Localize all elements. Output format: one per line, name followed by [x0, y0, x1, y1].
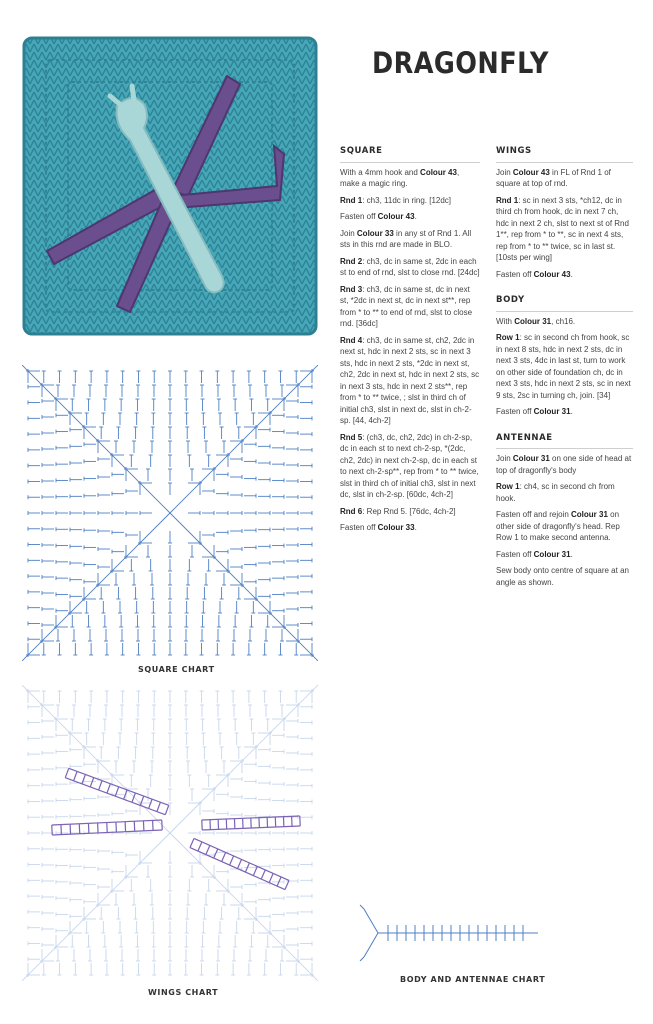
stitch-mark [190, 838, 194, 847]
instruction-paragraph: Rnd 5: (ch3, dc, ch2, 2dc) in ch-2-sp, dc in each st to next ch-2-sp, *(2dc, ch2, 2dc) in next ch-2-sp, dc in each st to next ch-2-sp**, rep from * to ** twice, slst in third ch of initial ch3, slst in next dc, slst in ch-2-sp. [60dc, 4ch-2] [340, 432, 479, 499]
square-instructions [340, 146, 480, 539]
instruction-paragraph: With a 4mm hook and Colour 43, make a magic ring. [340, 167, 460, 188]
stitch-mark [360, 957, 364, 961]
stitch-mark [149, 799, 152, 808]
stitch-mark [170, 685, 318, 833]
stitch-mark [364, 909, 378, 933]
stitch-mark [194, 838, 289, 880]
stitch-mark [65, 768, 68, 777]
stitch-mark [360, 905, 364, 909]
stitch-mark [222, 852, 226, 861]
stitch-mark [157, 802, 160, 811]
section-heading-antennae: ANTENNAE [496, 433, 633, 450]
wings-chart [22, 685, 318, 981]
stitch-mark [74, 771, 77, 780]
instruction-paragraph: Fasten off Colour 31. [496, 549, 573, 559]
stitch-mark [364, 933, 378, 957]
stitch-mark [22, 685, 170, 833]
instruction-paragraph: Row 1: ch4, sc in second ch from hook. [496, 482, 615, 503]
stitch-mark [190, 848, 285, 890]
instruction-paragraph: Join Colour 43 in FL of Rnd 1 of square at top of rnd. [496, 167, 611, 188]
stitch-mark [206, 845, 210, 854]
section-heading-square: SQUARE [340, 146, 480, 163]
body-antennae-chart-caption: BODY AND ANTENNAE CHART [400, 975, 546, 984]
stitch-mark [140, 796, 143, 805]
stitch-mark [170, 833, 318, 981]
square-chart-caption: SQUARE CHART [138, 665, 215, 674]
wings-body-antennae-instructions [496, 146, 633, 593]
instruction-paragraph: Rnd 4: ch3, dc in same st, ch2, 2dc in next st, hdc in next 2 sts, sc in next 3 sts, hdc in next 2 sts, *2dc in next st, ch2, 2dc in next st, hdc in next 2 sts, sc in next 3 sts, hdc in next 2 sts**, rep from * to ** twice, ; slst in third ch of initial ch3, slst in next dc, slst in ch-2-sp. [44, 4ch-2] [340, 335, 480, 425]
instruction-paragraph: Row 1: sc in second ch from hook, sc in next 8 sts, hdc in next 2 sts, dc in next 3 sts, 4dc in last st, turn to work on other side of foundation ch, dc in next 3 sts, hdc in next 2 sts, sc in next 9 sts, 2sc in turning ch, join. [34] [496, 333, 631, 400]
section-heading-body: BODY [496, 295, 633, 312]
instruction-paragraph: Join Colour 31 on one side of head at top of dragonfly's body [496, 454, 632, 475]
stitch-mark [22, 833, 170, 981]
stitch-mark [198, 842, 202, 851]
stitch-mark [170, 365, 318, 513]
instruction-paragraph: Fasten off Colour 43. [340, 212, 417, 221]
instruction-paragraph: Rnd 2: ch3, dc in same st, 2dc in each st to end of rnd, slst to close rnd. [24dc] [340, 256, 480, 277]
stitch-mark [269, 873, 273, 882]
instruction-paragraph: Rnd 1: sc in next 3 sts, *ch12, dc in third ch from hook, dc in next 7 ch, hdc in next 2 ch, slst to next st of Rnd 1**, rep from * to **, sc in next 4 sts, rep from * to ** twice, sc in last st. [10sts per wing] [496, 195, 629, 262]
instruction-paragraph: Fasten off Colour 31. [496, 407, 573, 416]
body-antennae-chart [358, 895, 548, 965]
pattern-title: DRAGONFLY [372, 46, 549, 80]
stitch-mark [22, 513, 170, 661]
instruction-paragraph: Rnd 3: ch3, dc in same st, dc in next st, *2dc in next st, dc in next st**, rep from * to ** to end of rnd, slst to close rnd. [36dc] [340, 284, 473, 328]
stitch-mark [237, 859, 241, 868]
wings-chart-caption: WINGS CHART [148, 988, 219, 997]
stitch-mark [261, 870, 265, 879]
stitch-mark [165, 805, 168, 814]
stitch-mark [90, 778, 93, 787]
stitch-mark [230, 856, 234, 865]
instruction-paragraph: With Colour 31, ch16. [496, 316, 576, 326]
stitch-mark [170, 513, 318, 661]
square-chart [22, 365, 318, 661]
stitch-mark [107, 784, 110, 793]
section-heading-wings: WINGS [496, 146, 633, 163]
stitch-mark [285, 880, 289, 889]
stitch-mark [22, 365, 170, 513]
instruction-paragraph: Sew body onto centre of square at an angle as shown. [496, 566, 629, 587]
dragonfly-square-photo [22, 36, 318, 336]
instruction-paragraph: Fasten off Colour 33. [340, 523, 417, 532]
instruction-paragraph: Fasten off Colour 43. [496, 269, 573, 279]
instruction-paragraph: Rnd 6: Rep Rnd 5. [76dc, 4ch-2] [340, 506, 456, 516]
stitch-mark [124, 790, 127, 799]
instruction-paragraph: Join Colour 33 in any st of Rnd 1. All sts in this rnd are made in BLO. [340, 228, 472, 249]
instruction-paragraph: Rnd 1: ch3, 11dc in ring. [12dc] [340, 195, 452, 205]
instruction-paragraph: Fasten off and rejoin Colour 31 on other side of dragonfly's head. Rep Row 1 to make second antenna. [496, 510, 620, 542]
stitch-mark [99, 781, 102, 790]
